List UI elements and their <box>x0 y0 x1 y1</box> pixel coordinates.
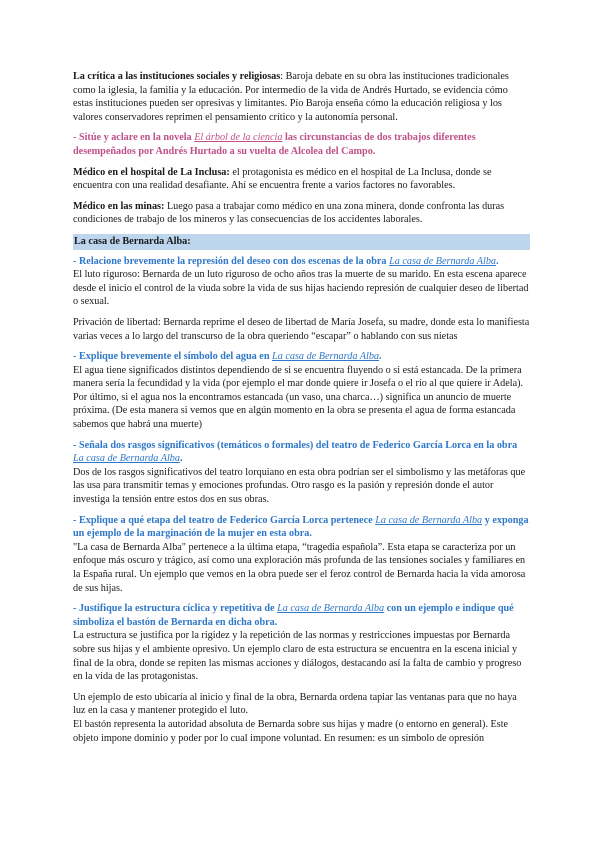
question-text: y exponga un ejemplo de la marginación de la mujer en esta obra. <box>73 514 529 540</box>
question-rasgos-lorca <box>73 439 530 466</box>
paragraph-ejemplo-ventanas: Un ejemplo de esto ubicaría al inicio y final de la obra, Bernarda ordena tapiar las ventanas para que no haya luz en la casa y mantener protegido el luto. <box>73 691 517 717</box>
question-text: las circunstancias de dos trabajos diferentes desempeñados por Andrés Hurtado a su vuelta de Alcolea del Campo. <box>73 132 476 157</box>
question-arbol-ciencia <box>73 131 530 158</box>
paragraph-text: el protagonista es médico en el hospital de La Inclusa, donde se encuentra con una realidad desafiante. Ahí se encuentra frente a varios factores no favorables. <box>73 166 492 192</box>
link-la-casa-de-bernarda-alba[interactable]: La casa de Bernarda Alba <box>272 351 380 363</box>
paragraph-medico-minas <box>73 200 530 227</box>
question-text: - Sitúe y aclare en la novela <box>73 132 195 144</box>
link-la-casa-de-bernarda-alba[interactable]: La casa de Bernarda Alba <box>277 603 385 615</box>
paragraph-text: Luego pasa a trabajar como médico en una zona minera, donde confronta las duras condiciones de trabajo de los mineros y las consecuencias de los accidentes laborales. <box>73 200 505 226</box>
question-etapa-teatro <box>73 514 530 541</box>
question-estructura-ciclica <box>73 602 530 629</box>
paragraph-critica-instituciones <box>73 70 530 124</box>
paragraph-privacion-libertad: Privación de libertad: Bernarda reprime el deseo de libertad de María Josefa, su madre, donde esta lo manifiesta varias veces a lo largo del transcurso de la obra queriendo “escapar” o hablando con sus nietas <box>73 316 530 342</box>
paragraph-agua: El agua tiene significados distintos dependiendo de si se encuentra fluyendo o si está estancada. De la primera manera sería la fecundidad y la vida (por ejemplo el mar donde quiere ir Josefa o el río al que quiere ir Adela). Por último, si el agua nos la encontramos estancada (un vaso, una charca…) significa un anuncio de muerte próxima. (De esta manera si vemos que en algún momento en la obra se presenta el agua de forma estancada sabemos que habrá una muerte) <box>73 364 524 431</box>
question-text: - Relacione brevemente la represión del deseo con dos escenas de la obra <box>73 255 390 267</box>
paragraph-medico-inclusa <box>73 166 530 193</box>
paragraph-luto-riguroso: El luto riguroso: Bernarda de un luto riguroso de ocho años tras la muerte de su marido. En esta escena aparece desde el inicio el control de la viuda sobre la vida de sus hijas haciendo represión de cualquier deseo de libertad o sexual. <box>73 269 529 308</box>
question-text: - Explique brevemente el símbolo del agua en <box>73 351 273 363</box>
question-text: - Explique a qué etapa del teatro de Federico García Lorca pertenece <box>73 514 376 526</box>
link-la-casa-de-bernarda-alba[interactable]: La casa de Bernarda Alba <box>389 255 497 267</box>
link-la-casa-de-bernarda-alba[interactable]: La casa de Bernarda Alba <box>375 514 483 526</box>
term-medico-minas: Médico en las minas: <box>73 200 165 212</box>
term-critica: La crítica a las instituciones sociales y religiosas <box>73 71 281 82</box>
question-text: . <box>379 351 382 363</box>
question-text: - Justifique la estructura cíclica y repetitiva de <box>73 603 278 615</box>
paragraph-etapa: "La casa de Bernarda Alba" pertenece a la última etapa, “tragedia española”. Esta etapa se caracteriza por un enfoque más oscuro y trágico, así como una exploración más profunda de las tensiones sociales y familiares en la España rural. Un ejemplo que vemos en la obra puede ser el feroz control de Bernarda hacia la vida amorosa de sus hijas. <box>73 541 526 594</box>
question-text: . <box>179 453 183 465</box>
paragraph-rasgos: Dos de los rasgos significativos del teatro lorquiano en esta obra podrían ser el simbolismo y las metáforas que las usa para transmitir temas y emociones profundas. Otro rasgo es la pasión y represión donde el autor investiga la tensión entre estos dos en sus obras. <box>73 466 526 506</box>
question-text: con un ejemplo e indique qué simboliza el bastón de Bernarda en dicha obra. <box>73 603 514 628</box>
paragraph-text: : Baroja debate en su obra las instituciones tradicionales como la iglesia, la familia y la educación. Por intermedio de la vida de Andrés Hurtado, se evidencia cómo estas instituciones pueden ser opresivas y limitantes. Pío Baroja enseña cómo la educación religiosa y los valores conservadores reprimen el pensamiento crítico y la autonomía personal. <box>73 71 509 123</box>
question-text: - Señala dos rasgos significativos (temáticos o formales) del teatro de Federico García Lorca en la obra <box>73 439 518 451</box>
question-represion-deseo <box>73 255 530 269</box>
paragraph-estructura: La estructura se justifica por la rigidez y la repetición de las normas y restricciones impuestas por Bernarda sobre sus hijas y el ambiente opresivo. Un ejemplo claro de esta estructura se encuentra en la escena inicial y final de la obra, donde se repiten las mismas acciones y diálogos, destacando así la falta de cambio y progreso en la vida de las protagonistas. <box>73 630 522 683</box>
question-text: . <box>496 255 499 267</box>
link-la-casa-de-bernarda-alba[interactable]: La casa de Bernarda Alba <box>73 453 180 465</box>
question-simbolo-agua <box>73 350 530 364</box>
term-medico-inclusa: Médico en el hospital de La Inclusa: <box>73 166 230 178</box>
section-heading-bernarda-alba: La casa de Bernarda Alba: <box>73 234 530 250</box>
paragraph-baston: El bastón representa la autoridad absoluta de Bernarda sobre sus hijas y madre (o entorno en general). Este objeto impone dominio y poder por lo cual impone voluntad. En resumen: es un símbolo de opresión <box>73 718 509 744</box>
link-el-arbol-de-la-ciencia[interactable]: El árbol de la ciencia <box>194 132 283 144</box>
